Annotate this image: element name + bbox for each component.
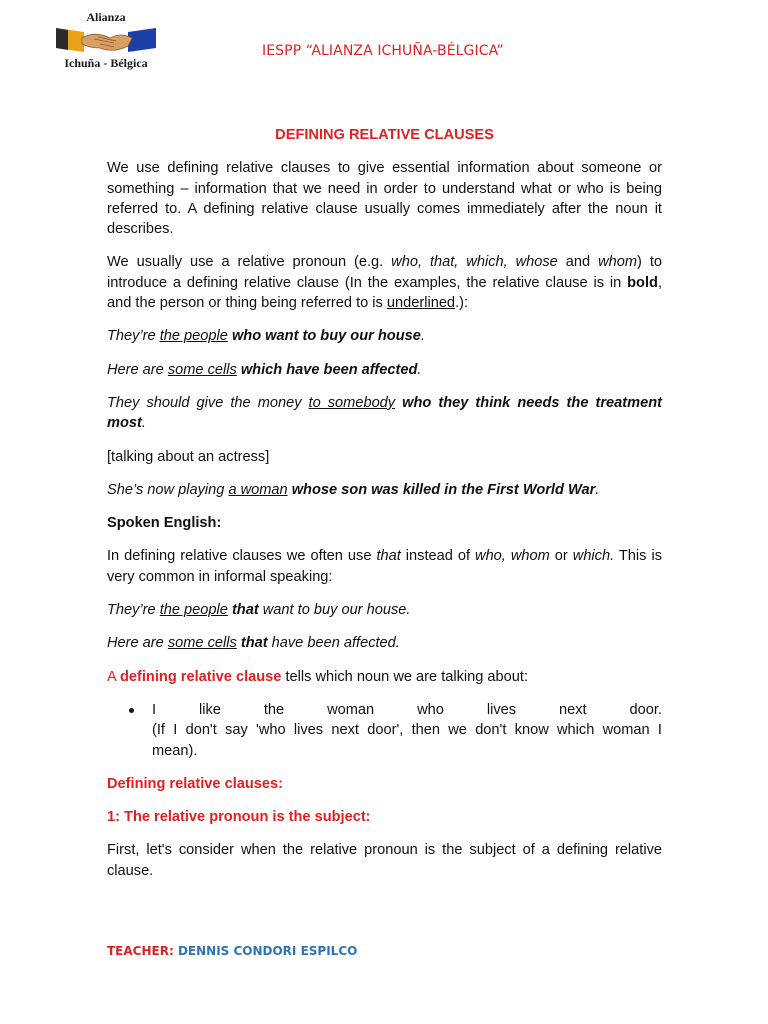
underlined-word: underlined (386, 295, 456, 312)
pronoun-list: who, that, which, whose (391, 254, 558, 271)
text-run: They’re (107, 602, 160, 619)
teacher-label: TEACHER: (107, 944, 174, 958)
subsection-heading: 1: The relative pronoun is the subject: (107, 809, 371, 826)
bullet-icon (129, 708, 134, 713)
text-run: This is very common in informal speaking: (107, 548, 662, 585)
document-title: DEFINING RELATIVE CLAUSES (275, 127, 494, 143)
text-run: She’s now playing (107, 481, 229, 498)
underlined-noun: to somebody (308, 394, 396, 411)
spoken-paragraph (107, 546, 662, 587)
intro-paragraph: We use defining relative clauses to give essential information about someone or something – information that we need in order to understand what or who is being referred to. A defining relative clause usually comes immediately after the noun it describes. (107, 160, 662, 238)
text-run: tells which noun we are talking about: (281, 668, 529, 685)
definition-sentence (107, 667, 662, 687)
underlined-noun: some cells (167, 635, 237, 652)
logo-top-text: Alianza (86, 10, 126, 24)
text-run: In defining relative clauses we often use (107, 548, 377, 565)
italic-word: that (376, 548, 401, 565)
text-run: . (595, 481, 600, 498)
section-heading: Defining relative clauses: (107, 775, 284, 792)
text-run: .): (455, 295, 469, 312)
bullet-line: (If I don't say 'who lives next door', then we don't know which woman I (152, 722, 662, 739)
institution-logo (54, 10, 158, 72)
text-run: and (557, 254, 599, 271)
relative-clause: which have been affected (236, 361, 418, 378)
pronoun-whom: whom (598, 254, 638, 271)
logo-bottom-text: Ichuña - Bélgica (64, 56, 148, 70)
relative-pronoun: that (236, 635, 268, 652)
relative-clause: who want to buy our house (227, 328, 421, 345)
relative-clause: whose son was killed in the First World War (287, 481, 596, 498)
underlined-noun: the people (159, 602, 228, 619)
text-run: have been affected. (267, 635, 400, 652)
context-note: [talking about an actress] (107, 448, 270, 465)
teacher-name: DENNIS CONDORI ESPILCO (173, 944, 358, 958)
page-footer (107, 944, 357, 958)
text-run: . (417, 361, 422, 378)
text-run: instead of (400, 548, 476, 565)
bullet-line: mean). (152, 742, 198, 759)
relative-pronoun: that (227, 602, 259, 619)
example-sentence (107, 480, 662, 500)
highlighted-term: defining relative clause (119, 668, 282, 685)
example-sentence (107, 360, 662, 380)
bullet-line: I like the woman who lives next door. (152, 701, 662, 718)
text-run: Here are (107, 635, 168, 652)
institution-name: IESPP “ALIANZA ICHUÑA-BÉLGICA” (262, 43, 504, 59)
example-sentence (107, 633, 662, 653)
text-run: or (549, 548, 573, 565)
text-run: want to buy our house. (258, 602, 411, 619)
bold-word: bold (627, 274, 658, 291)
example-sentence (107, 326, 662, 346)
text-run: We usually use a relative pronoun (e.g. (107, 254, 392, 271)
document-body (107, 125, 662, 881)
relative-clause: who they think needs the treatment most (107, 394, 662, 432)
handshake-icon (54, 24, 158, 56)
italic-word: who, whom (475, 548, 550, 565)
text-run: . (420, 328, 425, 345)
pronoun-paragraph (107, 252, 662, 313)
text-run: They should give the money (107, 394, 309, 411)
italic-word: which. (572, 548, 615, 565)
example-sentence (107, 600, 662, 620)
text-run: ) to introduce a defining relative clause (In the examples, the relative clause is in (107, 254, 662, 291)
text-run: Here are (107, 361, 168, 378)
closing-paragraph: First, let's consider when the relative pronoun is the subject of a defining relative clause. (107, 842, 662, 879)
underlined-noun: a woman (228, 481, 288, 498)
text-run: . (141, 415, 146, 432)
text-run: They’re (107, 328, 160, 345)
text-run: , and the person or thing being referred to is (107, 274, 662, 312)
text-run: A (107, 668, 120, 685)
underlined-noun: the people (159, 328, 228, 345)
spoken-english-heading: Spoken English: (107, 515, 222, 532)
underlined-noun: some cells (167, 361, 237, 378)
bullet-item (107, 700, 662, 761)
example-sentence (107, 393, 662, 434)
